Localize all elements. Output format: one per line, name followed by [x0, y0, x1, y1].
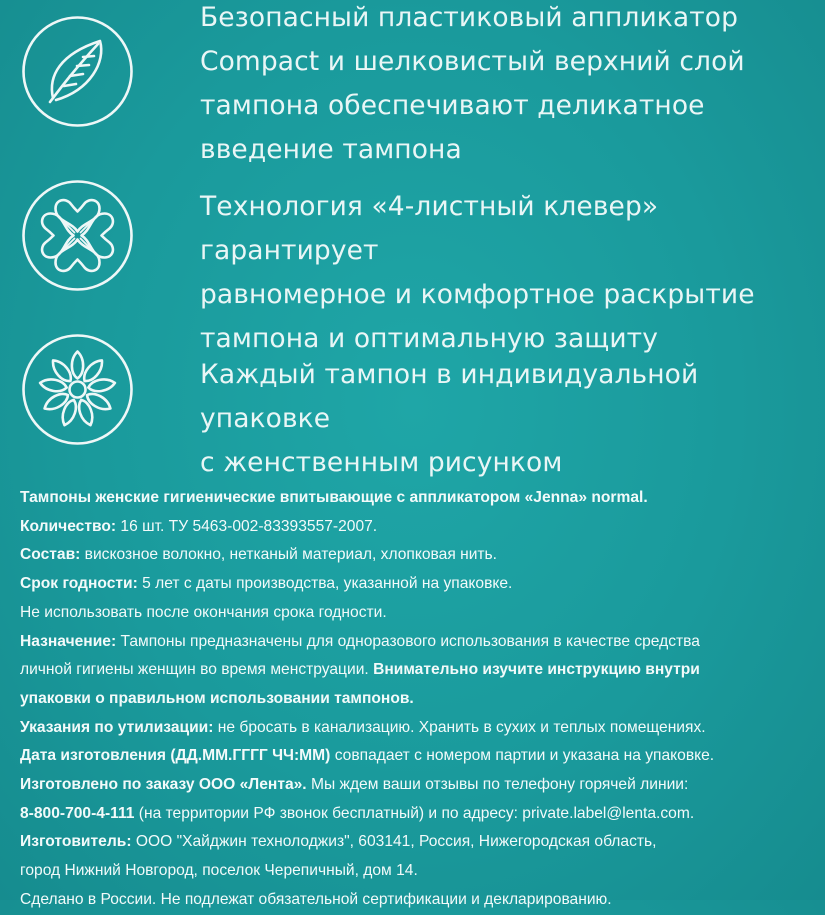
feature-line: тампона обеспечивают деликатное — [200, 90, 705, 121]
feature-line: с женственным рисунком — [200, 447, 563, 478]
purpose-row-3: упаковки о правильном использовании тампонов. — [20, 689, 414, 707]
feature-text — [200, 0, 810, 172]
clover-icon — [20, 178, 135, 293]
quantity-row: Количество: 16 шт. ТУ 5463-002-83393557-2007. — [20, 517, 378, 535]
phone-row: 8-800-700-4-111 (на территории РФ звонок бесплатный) и по адресу: private.label@lenta.com. — [20, 804, 695, 822]
feature-line: равномерное и комфортное раскрытие — [200, 279, 755, 310]
product-info — [20, 484, 820, 915]
feature-line: Каждый тампон в индивидуальной упаковке — [200, 359, 699, 434]
feature-line: введение тампона — [200, 134, 462, 165]
feature-text — [200, 353, 810, 485]
maker-address: город Нижний Новгород, поселок Черепичный, дом 14. — [20, 862, 418, 880]
feature-line: Безопасный пластиковый аппликатор — [200, 2, 739, 33]
flower-icon — [20, 332, 135, 447]
purpose-row: Назначение: Тампоны предназначены для одноразового использования в качестве средства — [20, 632, 700, 650]
disposal-row: Указания по утилизации: не бросать в канализацию. Хранить в сухих и теплых помещениях. — [20, 718, 706, 736]
composition-row: Состав: вискозное волокно, нетканый материал, хлопковая нить. — [20, 546, 498, 564]
product-name: Тампоны женские гигиенические впитывающие с аппликатором «Jenna» normal. — [20, 489, 648, 506]
shelf-life-note: Не использовать после окончания срока годности. — [20, 603, 387, 621]
feature-line: тампона и оптимальную защиту — [200, 323, 658, 354]
feature-text — [200, 185, 810, 361]
mfg-date-row: Дата изготовления (ДД.ММ.ГГГГ ЧЧ:ММ) совпадает с номером партии и указана на упаковке. — [20, 747, 715, 765]
shelf-life-row: Срок годности: 5 лет с даты производства, указанной на упаковке. — [20, 575, 513, 593]
footer-note: Сделано в России. Не подлежат обязательной сертификации и декларированию. — [20, 890, 612, 908]
feather-icon — [20, 14, 135, 129]
maker-row: Изготовитель: ООО "Хайджин технолоджиз", 603141, Россия, Нижегородская область, — [20, 833, 657, 851]
order-row: Изготовлено по заказу ООО «Лента». Мы ждем ваши отзывы по телефону горячей линии: — [20, 776, 689, 794]
purpose-row-2: личной гигиены женщин во время менструации. Внимательно изучите инструкцию внутри — [20, 661, 700, 679]
feature-line: Compact и шелковистый верхний слой — [200, 46, 745, 77]
feature-line: Технология «4-листный клевер» гарантирует — [200, 191, 659, 266]
